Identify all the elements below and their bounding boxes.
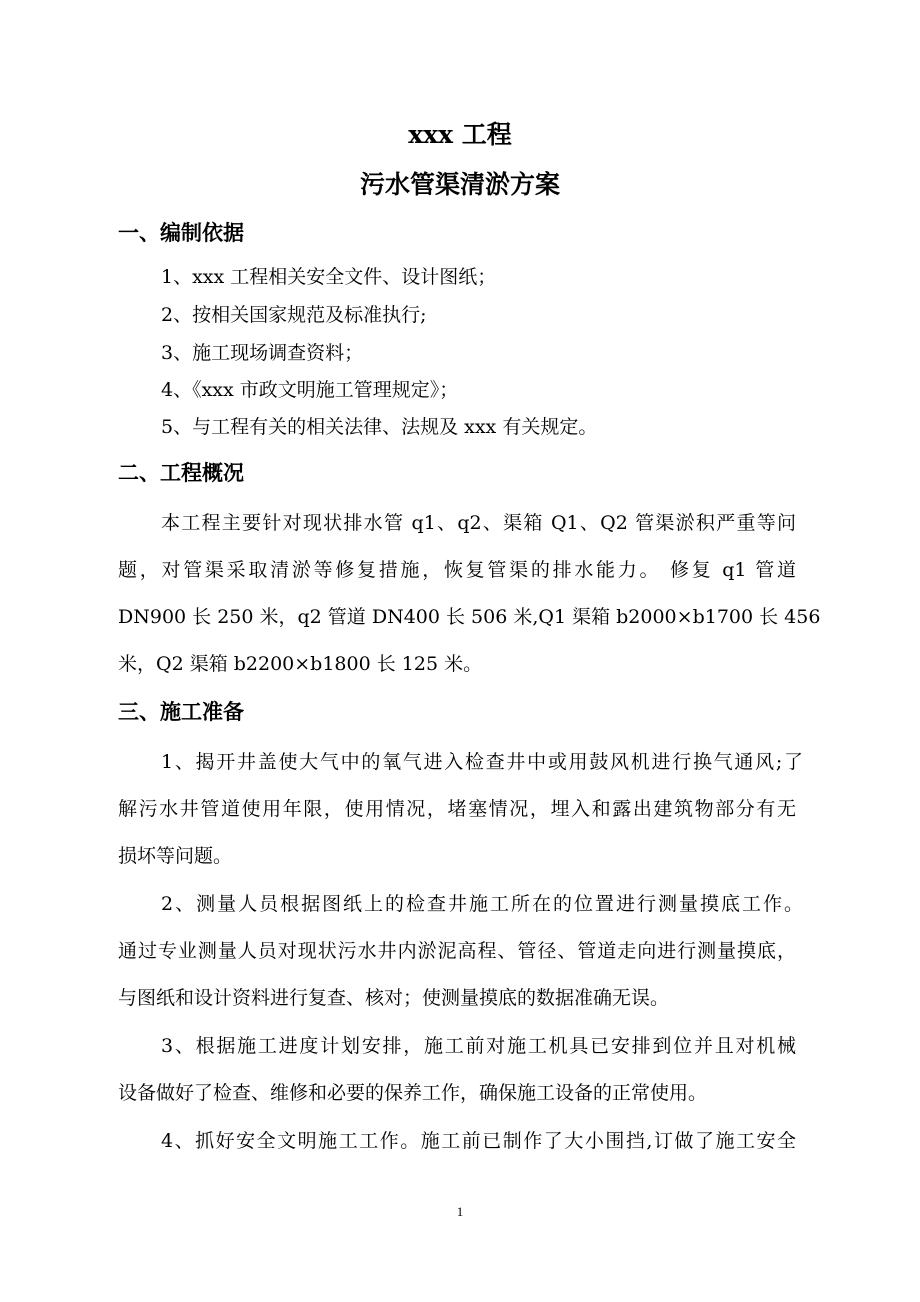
prep-item-1-line-1: 1、揭开井盖使大气中的氧气进入检查井中或用鼓风机进行换气通风;了 xyxy=(161,751,803,773)
document-title-plan: 污水管渠清淤方案 xyxy=(359,170,560,199)
prep-item-1-line-3: 损坏等问题。 xyxy=(118,845,233,867)
basis-item-4: 4、《xxx 市政文明施工管理规定》； xyxy=(161,379,459,401)
prep-item-3-line-1: 3、根据施工进度计划安排，施工前对施工机具已安排到位并且对机械 xyxy=(161,1035,796,1057)
section-heading-overview: 二、工程概况 xyxy=(118,460,244,485)
prep-item-4-line-1: 4、抓好安全文明施工工作。施工前已制作了大小围挡,订做了施工安全 xyxy=(161,1130,796,1152)
basis-item-5: 5、与工程有关的相关法律、法规及 xxx 有关规定。 xyxy=(161,416,598,438)
basis-item-3: 3、施工现场调查资料； xyxy=(161,342,364,364)
section-heading-preparation: 三、施工准备 xyxy=(118,699,244,724)
basis-item-2: 2、按相关国家规范及标准执行; xyxy=(161,304,427,326)
prep-item-1-line-2: 解污水井管道使用年限，使用情况，堵塞情况，埋入和露出建筑物部分有无 xyxy=(118,798,796,820)
prep-item-2-line-3: 与图纸和设计资料进行复查、核对；使测量摸底的数据准确无误。 xyxy=(118,987,670,1009)
overview-line-2: 题，对管渠采取清淤等修复措施，恢复管渠的排水能力。 修复 q1 管道 xyxy=(118,559,796,581)
prep-item-3-line-2: 设备做好了检查、维修和必要的保养工作，确保施工设备的正常使用。 xyxy=(118,1082,708,1104)
prep-item-2-line-2: 通过专业测量人员对现状污水井内淤泥高程、管径、管道走向进行测量摸底， xyxy=(118,940,796,962)
overview-line-4: 米，Q2 渠箱 b2200×b1800 长 125 米。 xyxy=(118,653,483,675)
prep-item-2-line-1: 2、测量人员根据图纸上的检查井施工所在的位置进行测量摸底工作。 xyxy=(161,893,803,915)
overview-line-1: 本工程主要针对现状排水管 q1、q2、渠箱 Q1、Q2 管渠淤积严重等问 xyxy=(161,512,796,534)
basis-item-1: 1、xxx 工程相关安全文件、设计图纸； xyxy=(161,266,497,288)
section-heading-basis: 一、编制依据 xyxy=(118,220,244,245)
page-number: 1 xyxy=(456,1204,464,1219)
document-title-project: xxx 工程 xyxy=(408,120,512,149)
overview-line-3: DN900 长 250 米，q2 管道 DN400 长 506 米,Q1 渠箱 b2000×b1700 长 456 xyxy=(118,606,821,628)
